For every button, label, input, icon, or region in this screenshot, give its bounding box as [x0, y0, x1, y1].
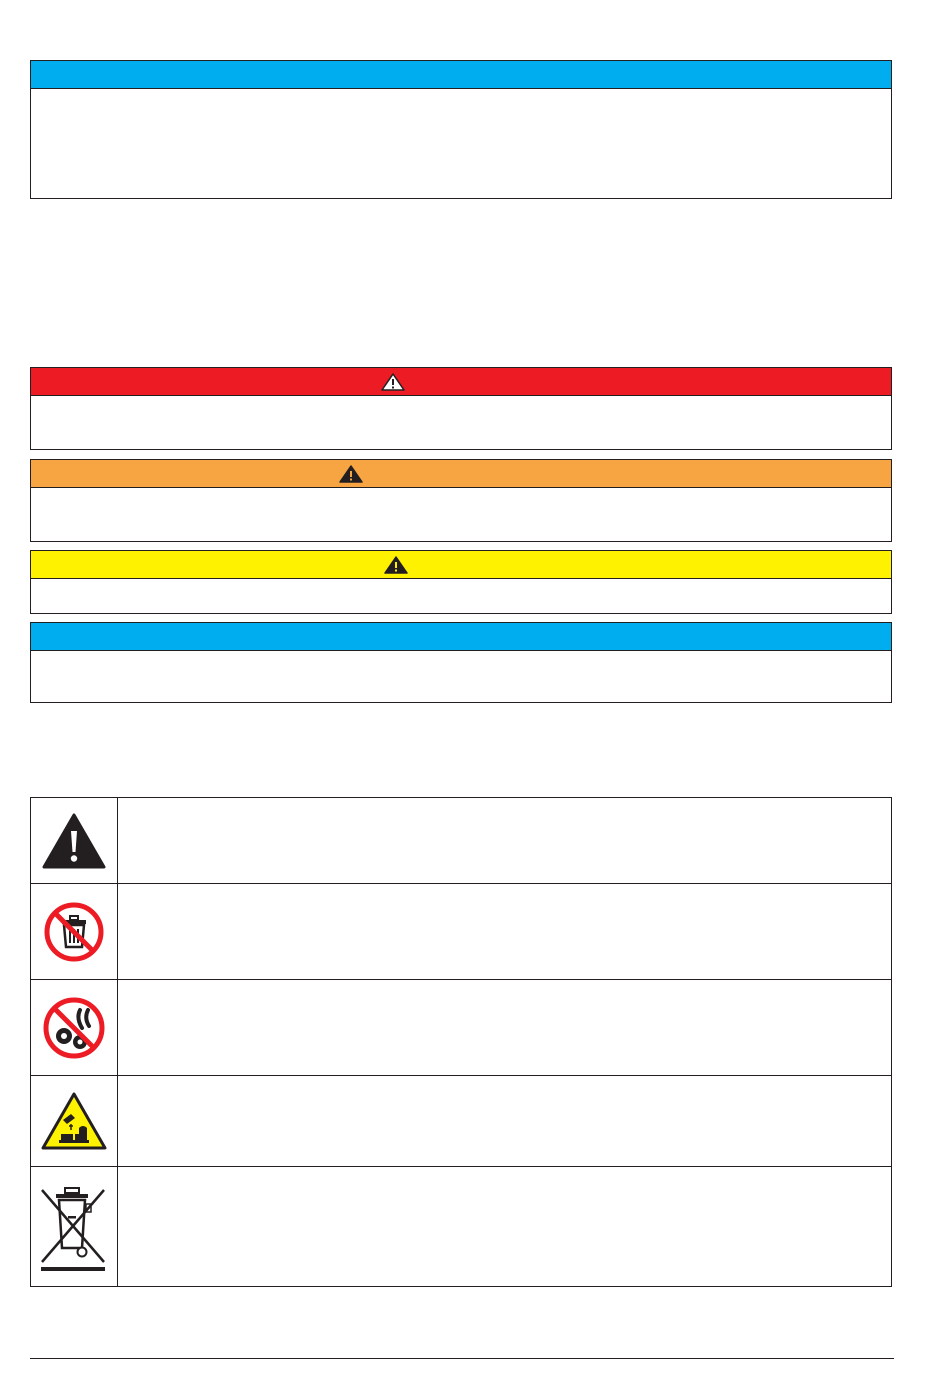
chemical-hazard-icon: [39, 1090, 109, 1152]
symbol-icon-cell: [31, 798, 118, 884]
symbol-description-cell: [118, 980, 892, 1076]
symbol-description-cell: [118, 884, 892, 980]
warning-box: [30, 459, 892, 542]
symbol-icon-cell: [31, 980, 118, 1076]
symbol-icon-cell: [31, 884, 118, 980]
symbol-row: [31, 1167, 892, 1287]
warning-triangle-icon: [384, 556, 408, 574]
precautionary-labels-table: [30, 797, 892, 1287]
caution-header: [31, 551, 891, 579]
warning-triangle-icon: [381, 373, 405, 391]
weee-crossed-bin-icon: [39, 1182, 109, 1272]
caution-box: [30, 550, 892, 614]
symbol-icon-cell: [31, 1076, 118, 1167]
danger-header: [31, 368, 891, 396]
warning-triangle-icon: [339, 465, 363, 483]
notice-box-bottom: [30, 622, 892, 703]
symbol-row: [31, 1076, 892, 1167]
symbol-description-cell: [118, 1167, 892, 1287]
symbol-row: [31, 884, 892, 980]
footer-rule: [30, 1358, 894, 1359]
symbol-row: [31, 798, 892, 884]
symbol-icon-cell: [31, 1167, 118, 1287]
general-warning-icon: [41, 812, 107, 870]
pinch-hazard-prohibited-icon: [42, 996, 106, 1060]
warning-header: [31, 460, 891, 488]
symbol-description-cell: [118, 1076, 892, 1167]
notice-box-top: [30, 60, 892, 199]
symbol-row: [31, 980, 892, 1076]
no-trash-disposal-icon: [43, 901, 105, 963]
notice-header: [31, 623, 891, 651]
symbol-description-cell: [118, 798, 892, 884]
danger-box: [30, 367, 892, 450]
notice-header: [31, 61, 891, 89]
